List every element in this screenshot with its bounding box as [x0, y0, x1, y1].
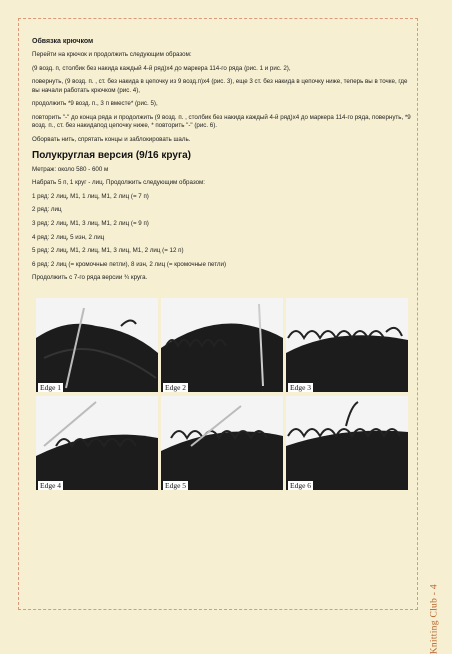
- edging-paragraph: повернуть, (9 возд. п. , ст. без накида в цепочку из 9 возд.п)х4 (рис. 3), еще 3 ст. без накида в цепочку ниже, теперь вы в точке, где вы начали работать крючком (рис. 4),: [32, 78, 408, 94]
- edging-paragraph: продолжить *9 возд. п., 3 п вместе* (рис. 5),: [32, 100, 158, 108]
- edge-photo-4: [36, 396, 158, 490]
- edge-photo-5: [161, 396, 283, 490]
- semicircle-row: 1 ряд: 2 лиц, M1, 1 лиц, M1, 2 лиц (= 7 п): [32, 192, 149, 200]
- edging-paragraph: Оборвать нить, спрятать концы и заблокировать шаль.: [32, 135, 191, 143]
- photo-caption: Edge 6: [290, 481, 312, 490]
- page-content: [32, 38, 412, 288]
- photo-caption: Edge 2: [165, 383, 187, 392]
- edge-photo-2: [161, 298, 283, 392]
- semicircle-heading: Полукруглая версия (9/16 круга): [32, 149, 191, 161]
- edge-photo-3: [286, 298, 408, 392]
- edging-paragraph: (9 возд. п, столбик без накида каждый 4-й ряд)х4 до маркера 114-го ряда (рис. 1 и рис. 2),: [32, 64, 291, 72]
- semicircle-row: 3 ряд: 2 лиц, M1, 3 лиц, M1, 2 лиц (= 9 п): [32, 220, 149, 227]
- semicircle-row: Метраж: около 580 - 600 м: [32, 165, 109, 173]
- photo-caption: Edge 5: [165, 481, 187, 490]
- photo-caption: Edge 4: [40, 481, 62, 490]
- semicircle-row: Продолжить с 7-го ряда версии ¾ круга.: [32, 274, 148, 282]
- semicircle-row: 4 ряд: 2 лиц, 5 изн, 2 лиц: [32, 233, 105, 241]
- photo-caption: Edge 3: [290, 383, 312, 392]
- photo-grid: [36, 298, 408, 494]
- edge-photo-1: [36, 298, 158, 392]
- edge-photo-6: [286, 396, 408, 490]
- side-page-label: Knitting Club - 4: [429, 584, 439, 654]
- edging-paragraph: повторить "-" до конца ряда и продолжить (9 возд. п. , столбик без накида каждый 4-й ряд)х4 до маркера 114-го ряда, повернуть, *9 возд. п., ст. без накидапод цепочку ниже, * повторить "-" (рис. 6).: [32, 114, 411, 130]
- semicircle-row: 2 ряд: лиц: [32, 206, 62, 214]
- semicircle-row: 6 ряд: 2 лиц (= кромочные петли), 8 изн, 2 лиц (= кромочные петли): [32, 260, 227, 268]
- semicircle-row: 5 ряд: 2 лиц, M1, 2 лиц, M1, 3 лиц, M1, 2 лиц (= 12 п): [32, 247, 184, 255]
- photo-caption: Edge 1: [40, 383, 62, 392]
- semicircle-row: Набрать 5 п, 1 круг - лиц. Продолжить следующим образом:: [32, 179, 206, 187]
- edging-paragraph: Перейти на крючок и продолжить следующим образом:: [32, 51, 192, 58]
- edging-heading: Обвязка крючком: [32, 38, 94, 45]
